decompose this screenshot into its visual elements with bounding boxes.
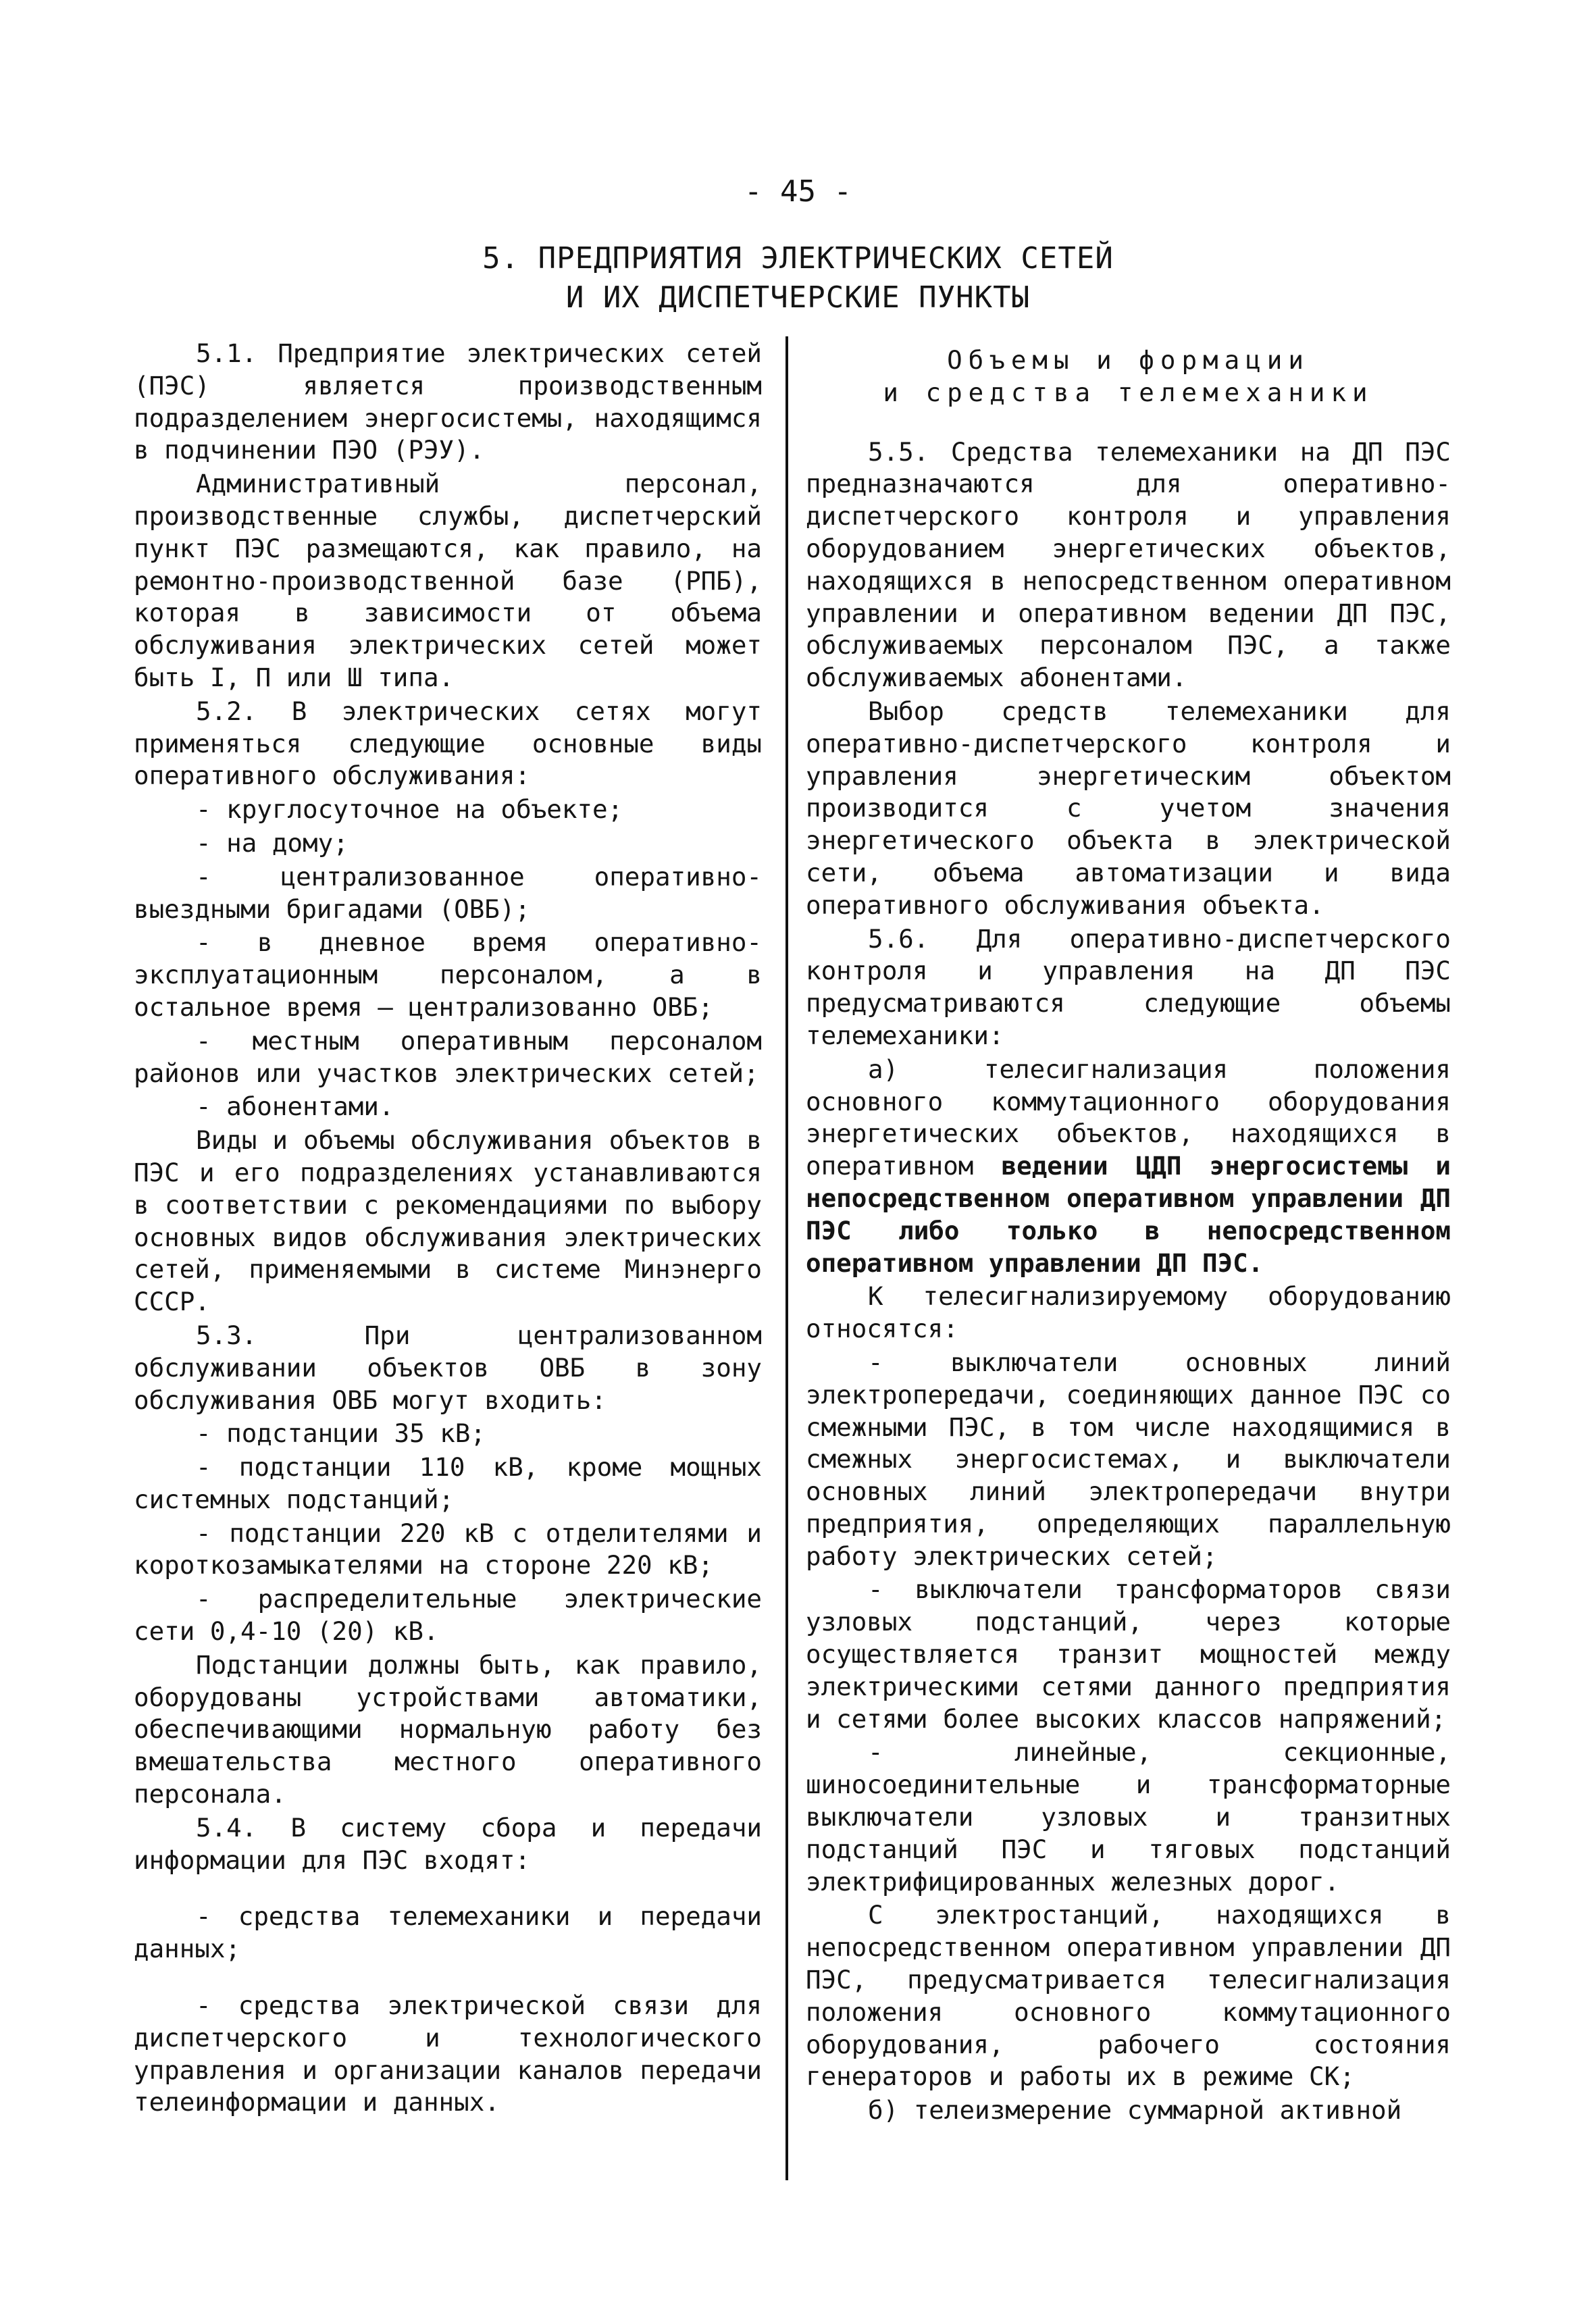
subsection-title bbox=[806, 344, 1451, 409]
section-title-line-1: 5. ПРЕДПРИЯТИЯ ЭЛЕКТРИЧЕСКИХ СЕТЕЙ bbox=[482, 241, 1114, 276]
list-item: - централизованное оперативно-выездными бригадами (ОВБ); bbox=[134, 861, 762, 924]
section-title bbox=[0, 239, 1596, 317]
paragraph-power-stations: С электростанций, находящихся в непосредственном оперативном управлении ДП ПЭС, предусматривается телесигнализация положения основного коммутационного оборудования, рабочего состояния генераторов и работы их в режиме СК; bbox=[806, 1900, 1451, 2092]
subsection-title-line-2: и средства телемеханики bbox=[883, 377, 1374, 407]
list-item: - распределительные электрические сети 0,4-10 (20) кВ. bbox=[134, 1584, 762, 1647]
paragraph-5-1: 5.1. Предприятие электрических сетей (ПЭС) является производственным подразделением энергосистемы, находящимся в подчинении ПЭО (РЭУ). bbox=[134, 338, 762, 465]
list-item: - на дому; bbox=[196, 827, 349, 858]
item-a-bold-text: ведении ЦДП энергосистемы и непосредственном оперативном управлении ДП ПЭС либо только в непосредственном оперативном управлении ДП ПЭС. bbox=[806, 1151, 1451, 1278]
paragraph-5-4: 5.4. В систему сбора и передачи информации для ПЭС входят: bbox=[134, 1812, 762, 1875]
list-item: - выключатели трансформаторов связи узловых подстанций, через которые осуществляется транзит мощностей между электрическими сетями данного предприятия и сетями более высоких классов напряжений; bbox=[806, 1574, 1451, 1734]
column-divider bbox=[786, 336, 788, 2180]
paragraph-service-types: Виды и объемы обслуживания объектов в ПЭС и его подразделениях устанавливаются в соответствии с рекомендациями по выбору основных видов обслуживания электрических сетей, применяемыми в системе Минэнерго СССР. bbox=[134, 1125, 762, 1317]
list-item: - абонентами. bbox=[196, 1091, 394, 1122]
list-item: - подстанции 220 кВ с отделителями и короткозамыкателями на стороне 220 кВ; bbox=[134, 1518, 762, 1580]
paragraph-selection: Выбор средств телемеханики для оперативно-диспетчерского контроля и управления энергетическим объектом производится с учетом значения энергетического объекта в электрической сети, объема автоматизации и вида оперативного обслуживания объекта. bbox=[806, 696, 1451, 920]
list-item: - подстанции 110 кВ, кроме мощных системных подстанций; bbox=[134, 1452, 762, 1514]
list-item: - местным оперативным персоналом районов или участков электрических сетей; bbox=[134, 1025, 762, 1088]
list-item: - в дневное время оперативно-эксплуатационным персоналом, а в остальное время — централизованно ОВБ; bbox=[134, 927, 762, 1022]
item-a bbox=[806, 1054, 1451, 1280]
item-b: б) телеизмерение суммарной активной bbox=[868, 2095, 1402, 2126]
list-item: - выключатели основных линий электропередачи, соединяющих данное ПЭС со смежными ПЭС, в том числе находящимися в смежных энергосистемах, и выключатели основных линий электропередачи внутри предприятия, определяющих параллельную работу электрических сетей; bbox=[806, 1347, 1451, 1571]
subsection-title-line-1: Объемы и формации bbox=[947, 345, 1310, 375]
paragraph-admin-personnel: Административный персонал, производственные службы, диспетчерский пункт ПЭС размещаются, как правило, на ремонтно-производственной базе (РПБ), которая в зависимости от объема обслуживания электрических сетей может быть I, П или Ш типа. bbox=[134, 469, 762, 692]
paragraph-5-5: 5.5. Средства телемеханики на ДП ПЭС предназначаются для оперативно-диспетчерского контроля и управления оборудованием энергетических объектов, находящихся в непосредственном оперативном управлении и оперативном ведении ДП ПЭС, обслуживаемых персоналом ПЭС, а также обслуживаемых абонентами. bbox=[806, 436, 1451, 693]
section-title-line-2: И ИХ ДИСПЕТЧЕРСКИЕ ПУНКТЫ bbox=[565, 280, 1031, 315]
list-item: - круглосуточное на объекте; bbox=[196, 794, 623, 825]
paragraph-5-3: 5.3. При централизованном обслуживании объектов ОВБ в зону обслуживания ОВБ могут входить: bbox=[134, 1320, 762, 1415]
paragraph-equipment: К телесигнализируемому оборудованию относятся: bbox=[806, 1281, 1451, 1344]
list-item: - средства электрической связи для диспетчерского и технологического управления и организации каналов передачи телеинформации и данных. bbox=[134, 1990, 762, 2117]
right-column bbox=[806, 338, 1451, 2128]
list-item: - средства телемеханики и передачи данных; bbox=[134, 1901, 762, 1964]
paragraph-5-2: 5.2. В электрических сетях могут применяться следующие основные виды оперативного обслуживания: bbox=[134, 696, 762, 791]
list-item: - линейные, секционные, шиносоединительные и трансформаторные выключатели узловых и транзитных подстанций ПЭС и тяговых подстанций электрифицированных железных дорог. bbox=[806, 1737, 1451, 1897]
item-a-text: а) телесигнализация положения основного коммутационного оборудования энергетических объектов, находящихся в оперативном bbox=[806, 1054, 1451, 1181]
left-column bbox=[134, 338, 762, 2120]
page-number: - 45 - bbox=[744, 174, 852, 209]
paragraph-substations: Подстанции должны быть, как правило, оборудованы устройствами автоматики, обеспечивающими нормальную работу без вмешательства местного оперативного персонала. bbox=[134, 1649, 762, 1809]
paragraph-5-6: 5.6. Для оперативно-диспетчерского контроля и управления на ДП ПЭС предусматриваются следующие объемы телемеханики: bbox=[806, 923, 1451, 1050]
list-item: - подстанции 35 кВ; bbox=[196, 1418, 486, 1449]
